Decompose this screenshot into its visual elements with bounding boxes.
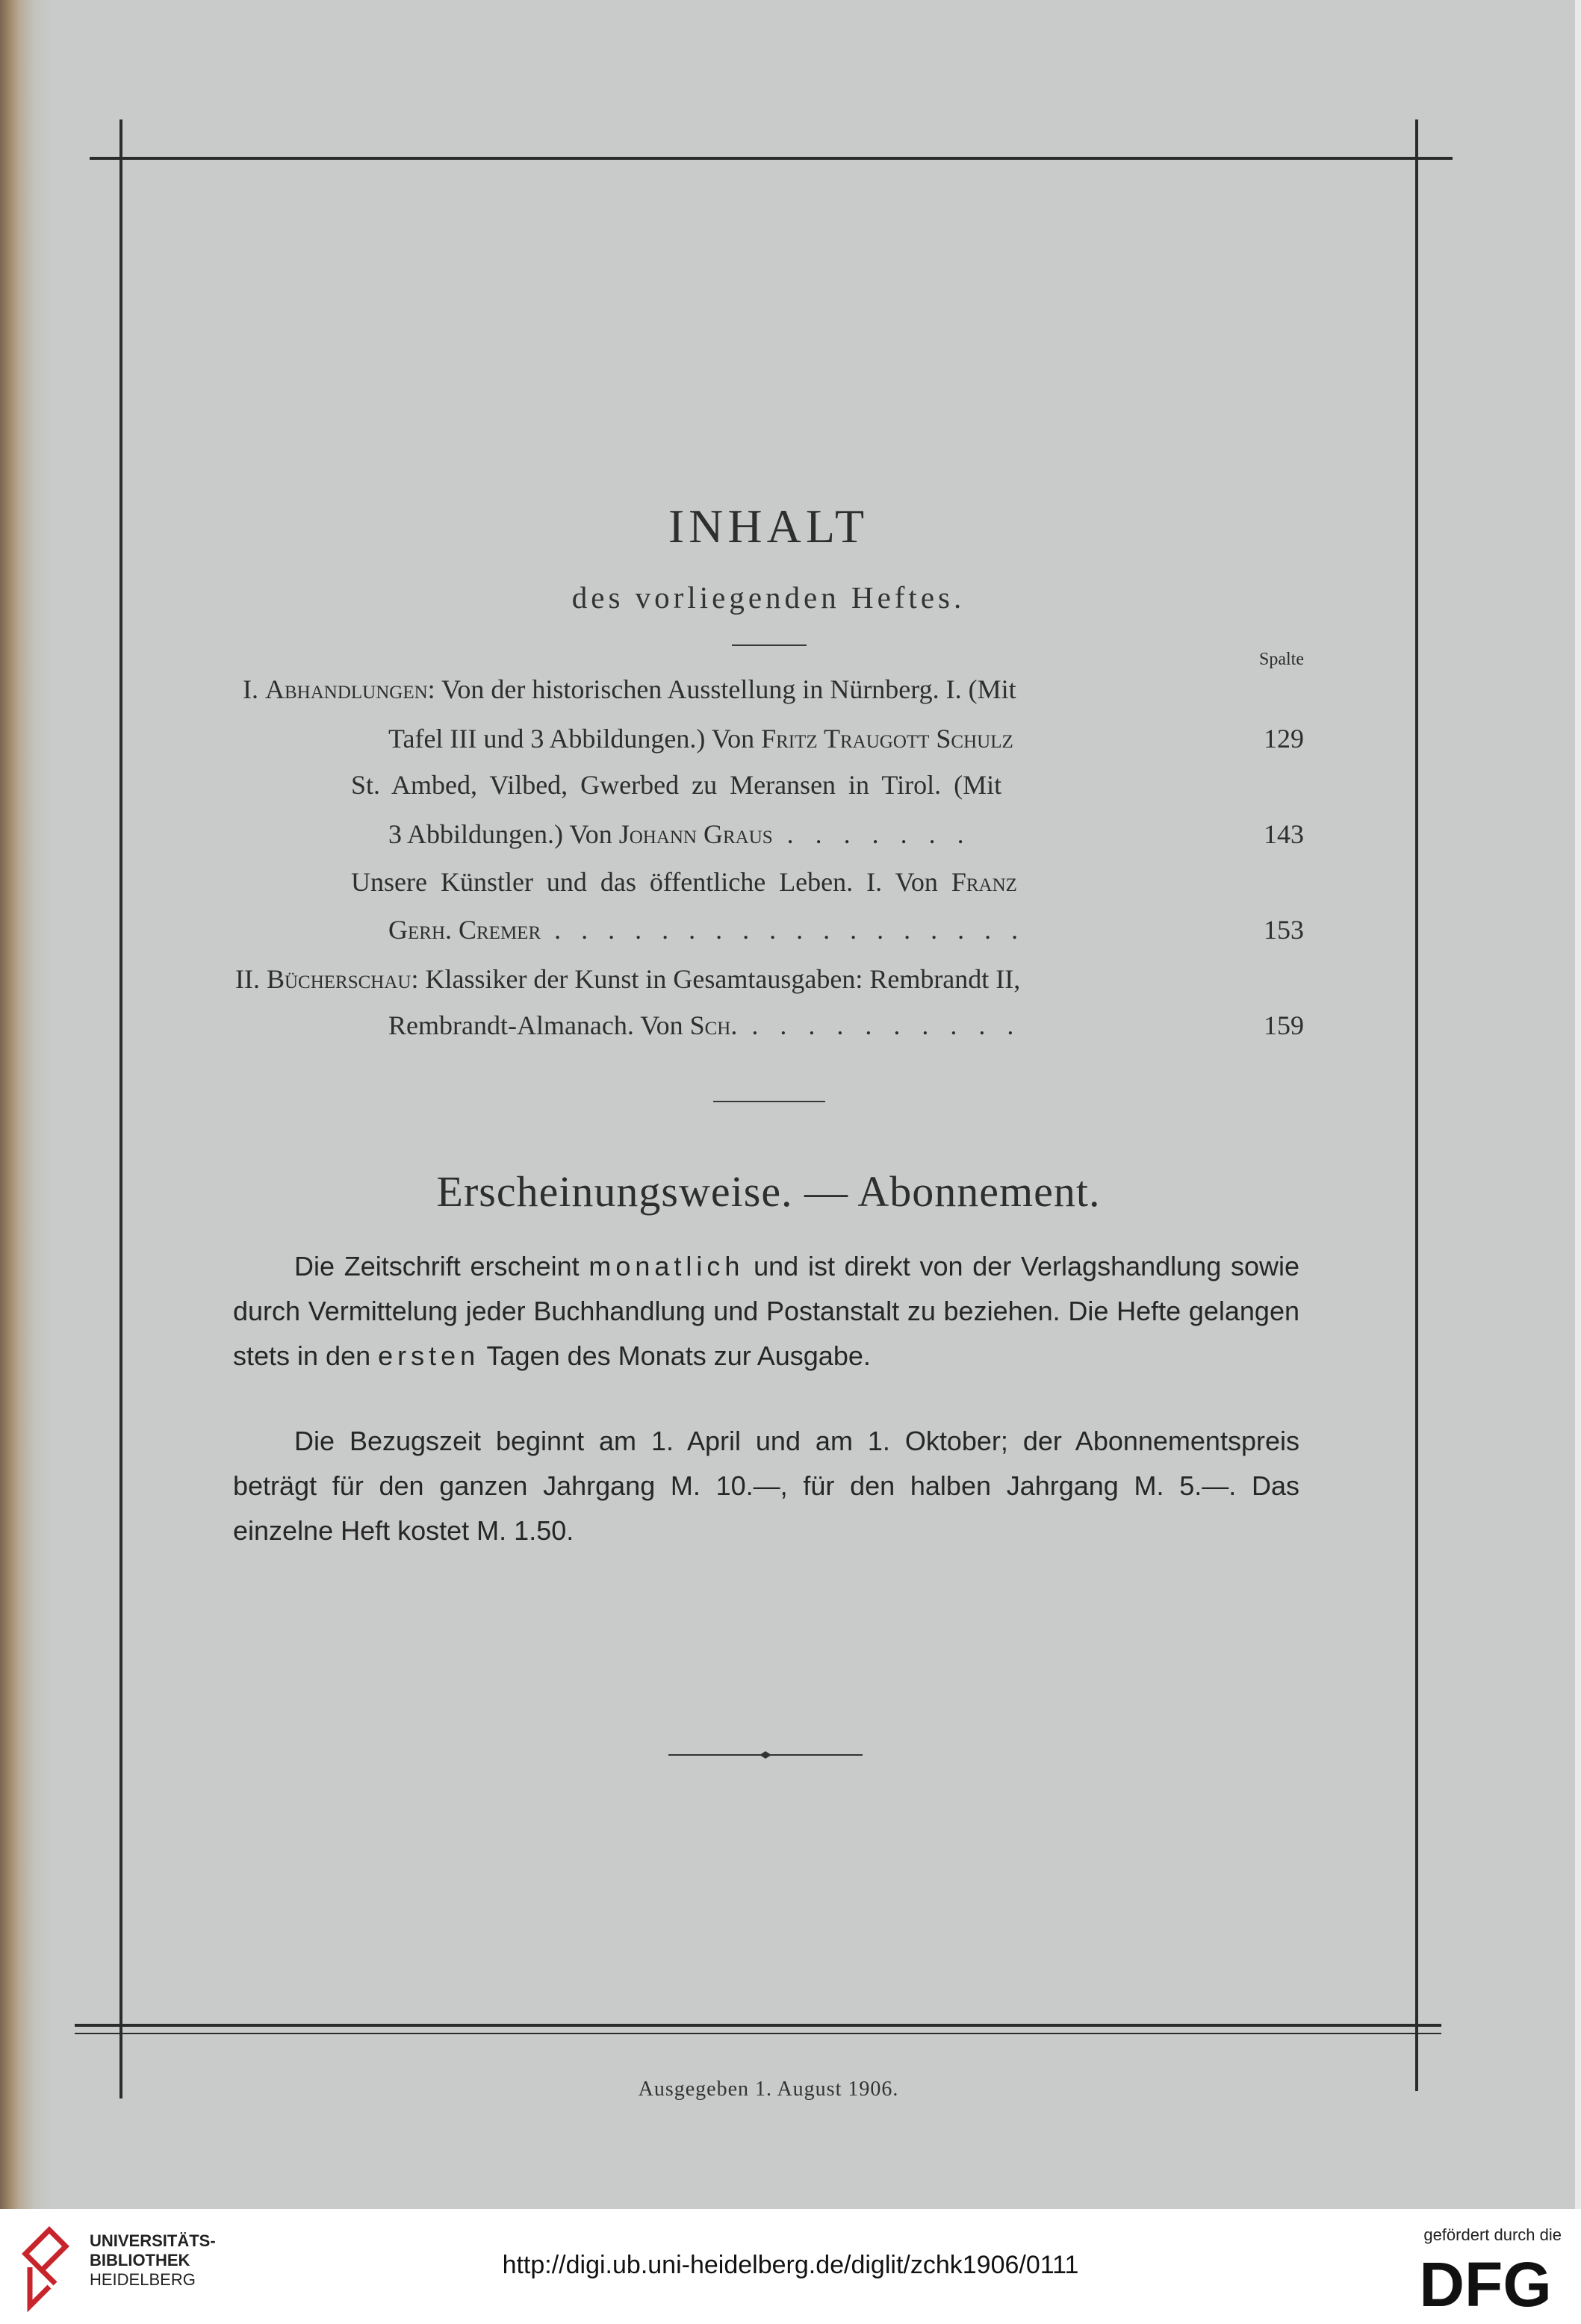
toc-entry-2-line1: St. Ambed, Vilbed, Gwerbed zu Meransen in Tirol. (Mit xyxy=(351,770,1002,800)
issue-date: Ausgegeben 1. August 1906. xyxy=(638,2078,899,2101)
library-name: UNIVERSITÄTS- BIBLIOTHEK HEIDELBERG xyxy=(90,2231,216,2289)
page-url-link[interactable]: http://digi.ub.uni-heidelberg.de/diglit/zchk1906/0111 xyxy=(502,2251,1079,2279)
paragraph-publication: Die Zeitschrift erscheint monatlich und ist direkt von der Verlagshandlung sowie durch Vermittelung jeder Buchhandlung und Postanstalt zu beziehen. Die Hefte gelangen stets in den ersten Tagen des Monats zur Ausgabe. xyxy=(233,1251,1299,1371)
frame-left-rule xyxy=(119,119,122,2098)
toc-entry-1-line1: I. Abhandlungen: Von der historischen Ausstellung in Nürnberg. I. (Mit xyxy=(243,674,1016,704)
paragraph-subscription: Die Bezugszeit beginnt am 1. April und am 1. Oktober; der Abonnementspreis beträgt für den ganzen Jahrgang M. 10.—, für den halben Jahrgang M. 5.—. Das einzelne Heft kostet M. 1.50. xyxy=(233,1426,1299,1546)
toc-entry-1-line2: Tafel III und 3 Abbildungen.) Von Fritz Traugott Schulz xyxy=(388,724,1013,754)
toc-entry-3-line1: Unsere Künstler und das öffentliche Leben. I. Von Franz xyxy=(351,867,1017,897)
toc-entry-3-line2: Gerh. Cremer . . . . . . . . . . . . . . . . . . xyxy=(388,915,1025,945)
svg-text:DFG: DFG xyxy=(1419,2254,1552,2312)
page-right-margin xyxy=(1575,0,1581,2209)
funding-note: gefördert durch die xyxy=(1423,2225,1562,2244)
toc-entry-3-page: 153 xyxy=(1264,915,1304,945)
footer-bar xyxy=(0,2209,1581,2324)
toc-entry-2-page: 143 xyxy=(1264,819,1304,849)
page-subtitle: des vorliegenden Heftes. xyxy=(571,580,966,615)
frame-bottom-rule xyxy=(75,2024,1441,2027)
toc-entry-4-line2: Rembrandt-Almanach. Von Sch. . . . . . . . . . . xyxy=(388,1010,1022,1040)
page-title: INHALT xyxy=(668,500,869,553)
toc-entry-4-page: 159 xyxy=(1264,1010,1304,1040)
toc-entry-4-line1: II. Bücherschau: Klassiker der Kunst in Gesamtausgaben: Rembrandt II, xyxy=(235,964,1021,994)
ornament-divider xyxy=(668,1747,863,1762)
toc-entry-2-line2: 3 Abbildungen.) Von Johann Graus . . . . . . . xyxy=(388,819,972,849)
frame-bottom-rule-thin xyxy=(75,2033,1441,2034)
frame-right-rule xyxy=(1415,119,1418,2091)
dfg-logo-icon xyxy=(1411,2254,1560,2312)
page-binding-edge xyxy=(0,0,52,2209)
column-label: Spalte xyxy=(1259,650,1304,669)
divider xyxy=(713,1101,825,1102)
toc-entry-1-page: 129 xyxy=(1264,724,1304,754)
frame-top-rule xyxy=(90,157,1453,160)
divider xyxy=(732,644,807,646)
section-heading: Erscheinungsweise. — Abonnement. xyxy=(436,1167,1101,1216)
